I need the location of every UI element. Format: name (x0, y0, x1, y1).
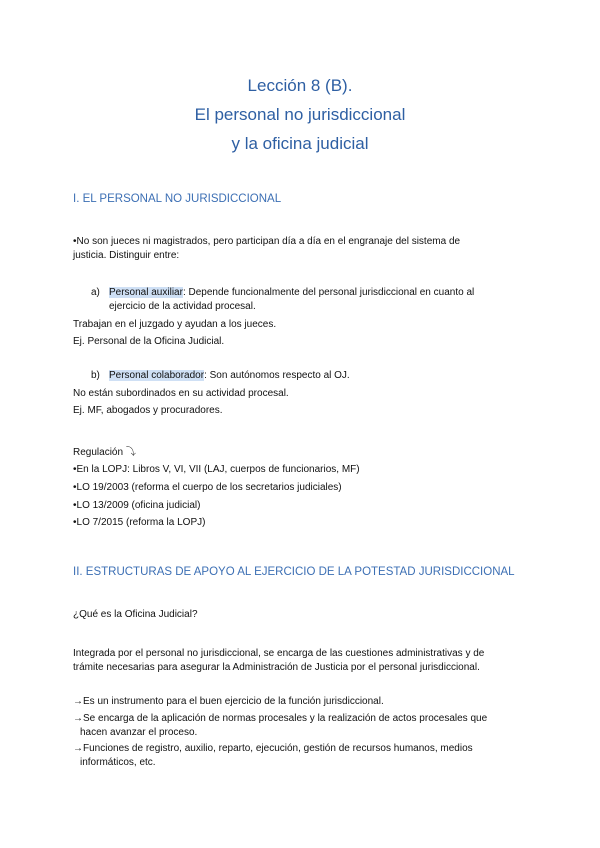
title-line-3: y la oficina judicial (231, 134, 369, 153)
item-a-line-1 (109, 286, 474, 300)
arrow-point-2-line-2: hacen avanzar el proceso. (80, 727, 198, 738)
item-b-term: Personal colaborador (109, 370, 205, 381)
item-a-note-1: Trabajan en el juzgado y ayudan a los jueces. (73, 319, 277, 330)
title-line-2: El personal no jurisdiccional (194, 105, 406, 124)
regulation-item: •LO 13/2009 (oficina judicial) (73, 500, 201, 511)
item-a-line-2: ejercicio de la actividad procesal. (109, 301, 256, 312)
regulation-label: Regulación ⤵ (73, 447, 136, 458)
regulation-item: •En la LOPJ: Libros V, VI, VII (LAJ, cuerpos de funcionarios, MF) (73, 464, 360, 475)
item-b-marker: b) (91, 370, 100, 381)
question: ¿Qué es la Oficina Judicial? (73, 609, 198, 620)
item-b-note-2: Ej. MF, abogados y procuradores. (73, 405, 223, 416)
definition-line-2: trámite necesarias para asegurar la Administración de Justicia por el personal jurisdiccional. (73, 662, 480, 673)
item-a-term: Personal auxiliar (109, 287, 183, 298)
regulation-item: •LO 7/2015 (reforma la LOPJ) (73, 517, 206, 528)
item-a-marker: a) (91, 287, 100, 298)
item-a-description: : Depende funcionalmente del personal jurisdiccional en cuanto al (182, 287, 475, 298)
arrow-point-1: →Es un instrumento para el buen ejercicio de la función jurisdiccional. (73, 696, 384, 707)
arrow-point-3-line-1: →Funciones de registro, auxilio, reparto, ejecución, gestión de recursos humanos, medios (73, 743, 473, 754)
intro-line-2: justicia. Distinguir entre: (73, 250, 180, 261)
section-2-heading: II. ESTRUCTURAS DE APOYO AL EJERCICIO DE LA POTESTAD JURISDICCIONAL (73, 566, 515, 578)
arrow-point-3-line-2: informáticos, etc. (80, 757, 156, 768)
section-1-heading: I. EL PERSONAL NO JURISDICCIONAL (73, 193, 282, 205)
item-b-line-1 (109, 369, 350, 383)
item-a-note-2: Ej. Personal de la Oficina Judicial. (73, 336, 225, 347)
item-b-note-1: No están subordinados en su actividad procesal. (73, 388, 289, 399)
intro-line-1: •No son jueces ni magistrados, pero participan día a día en el engranaje del sistema de (73, 236, 461, 247)
title-line-1: Lección 8 (B). (247, 76, 353, 95)
definition-line-1: Integrada por el personal no jurisdiccional, se encarga de las cuestiones administrativas y de (73, 648, 485, 659)
regulation-item: •LO 19/2003 (reforma el cuerpo de los secretarios judiciales) (73, 482, 342, 493)
item-b-description: : Son autónomos respecto al OJ. (204, 370, 350, 381)
arrow-point-2-line-1: →Se encarga de la aplicación de normas procesales y la realización de actos procesales que (73, 713, 488, 724)
